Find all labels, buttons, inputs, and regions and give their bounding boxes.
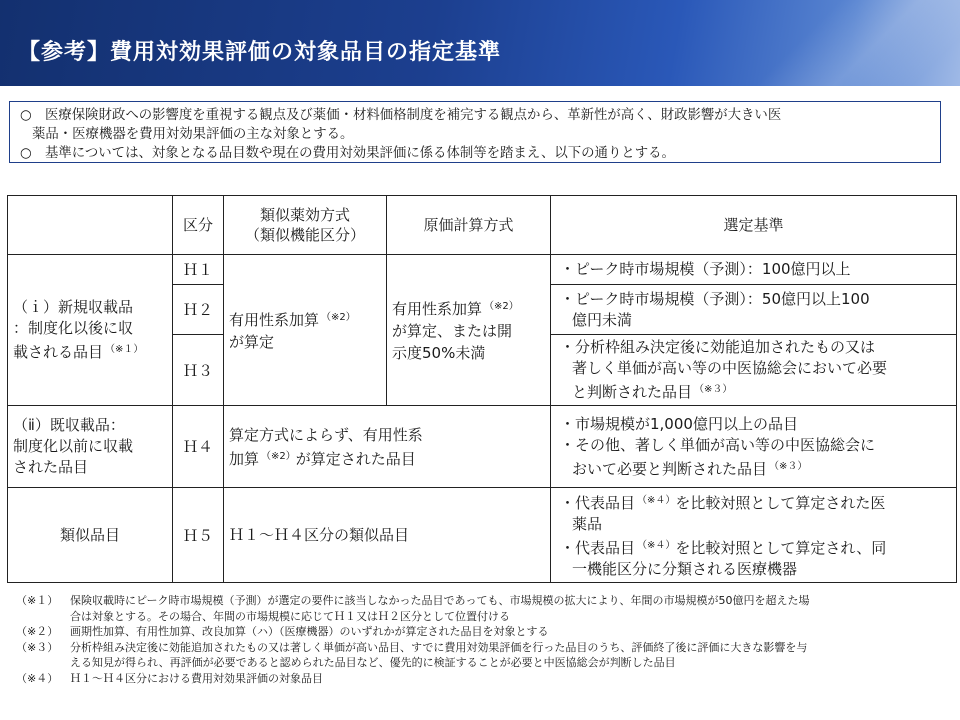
note-ref: （※４） <box>637 540 676 551</box>
footnote-marker: （※２） <box>16 625 59 638</box>
method-h5: Ｈ１～Ｈ４区分の類似品目 <box>224 488 551 583</box>
criteria-line: ・分析枠組み決定後に効能追加されたもの又は <box>560 338 876 356</box>
note-ref: （※2） <box>261 450 296 462</box>
title-band <box>0 0 960 86</box>
header-sentei: 選定基準 <box>551 196 957 255</box>
kubun-h4: Ｈ４ <box>173 406 224 488</box>
genka-line: 示度50%未満 <box>392 344 486 362</box>
header-genka: 原価計算方式 <box>387 196 551 255</box>
criteria-line <box>560 379 950 403</box>
category-line: された品目 <box>13 458 89 476</box>
ruiji-text: 有用性系加算 <box>229 311 320 329</box>
header-ruiji-line2: （類似機能区分） <box>244 226 365 244</box>
category-similar: 類似品目 <box>8 488 173 583</box>
footnote-text: 分析枠組み決定後に効能追加されたもの又は著しく単価が高い品目、すでに費用対効果評価を行った品目のうち、評価終了後に評価に大きな影響を与 <box>70 640 808 654</box>
criteria-line: ・市場規模が1,000億円以上の品目 <box>560 414 798 433</box>
criteria-h3 <box>551 335 957 406</box>
kubun-h2: Ｈ２ <box>173 285 224 335</box>
ruiji-method-cell <box>224 255 387 406</box>
method-text: が算定された品目 <box>295 449 416 468</box>
method-h4 <box>224 406 551 488</box>
footnote-1 <box>16 593 951 609</box>
header-kubun: 区分 <box>173 196 224 255</box>
intro-box <box>9 101 941 163</box>
footnote-text: 画期性加算、有用性加算、改良加算（ハ）（医療機器）のいずれかが算定された品目を対象とする <box>70 625 549 638</box>
genka-line: が算定、または開 <box>392 322 513 340</box>
note-ref: （※３） <box>769 460 808 472</box>
criteria-text: を比較対照として算定された医 <box>675 494 886 512</box>
note-ref: （※１） <box>105 344 144 355</box>
category-line: ：制度化以後に収 <box>13 319 134 337</box>
category-text: 載される品目 <box>13 343 104 361</box>
category-line: （ｉ）新規収載品 <box>13 298 134 316</box>
criteria-line: ・ピーク時市場規模（予測）：50億円以上100 <box>560 289 870 308</box>
note-ref: （※４） <box>637 495 676 506</box>
ruiji-line <box>229 307 386 331</box>
criteria-line <box>560 535 950 559</box>
intro-line-2 <box>20 144 932 163</box>
criteria-line <box>560 456 950 480</box>
criteria-table <box>7 195 957 583</box>
page-title: 【参考】費用対効果評価の対象品目の指定基準 <box>18 40 502 65</box>
table-row <box>8 255 957 285</box>
criteria-h1: ・ピーク時市場規模（予測）：100億円以上 <box>551 255 957 285</box>
method-line: 算定方式によらず、有用性系 <box>229 425 423 444</box>
category-line: 制度化以前に収載 <box>13 437 134 455</box>
footnote-text: Ｈ１～Ｈ４区分における費用対効果評価の対象品目 <box>70 671 323 685</box>
genka-text: 有用性系加算 <box>392 300 483 318</box>
note-ref: （※2） <box>321 312 356 323</box>
ruiji-line: が算定 <box>229 333 275 351</box>
circle-marker: ○ <box>20 146 32 161</box>
footnote-marker: （※４） <box>16 671 59 685</box>
criteria-line: 薬品 <box>572 515 603 533</box>
footnote-marker: （※１） <box>16 594 59 607</box>
category-line <box>13 339 172 363</box>
table-row <box>8 488 957 583</box>
header-ruiji <box>224 196 387 255</box>
footnotes <box>16 593 951 686</box>
category-line: （ⅱ）既収載品： <box>13 416 125 434</box>
criteria-text: と判断された品目 <box>572 383 693 401</box>
footnote-2 <box>16 624 951 640</box>
header-category <box>8 196 173 255</box>
header-ruiji-line1: 類似薬効方式 <box>259 206 350 224</box>
note-ref: （※2） <box>484 301 519 312</box>
intro-line-1 <box>20 106 932 125</box>
criteria-text: を比較対照として算定され、同 <box>675 539 887 557</box>
criteria-line: ・その他、著しく単価が高い等の中医協総会に <box>560 435 876 454</box>
criteria-h4 <box>551 406 957 488</box>
circle-marker: ○ <box>20 108 32 123</box>
footnote-text: 保険収載時にピーク時市場規模（予測）が選定の要件に該当しなかった品目であっても、市場規模の拡大により、年間の市場規模が50億円を超えた場 <box>70 594 810 607</box>
intro-text: 基準については、対象となる品目数や現在の費用対効果評価に係る体制等を踏まえ、以下の通りとする。 <box>45 146 675 161</box>
intro-text: 医療保険財政への影響度を重視する観点及び薬価・材料価格制度を補完する観点から、革新性が高く、財政影響が大きい医 <box>45 108 782 123</box>
method-text: 加算 <box>229 449 260 468</box>
method-line <box>229 446 550 470</box>
criteria-line: 億円未満 <box>572 310 633 329</box>
genka-method-cell <box>387 255 551 406</box>
criteria-h2 <box>551 285 957 335</box>
criteria-line: 著しく単価が高い等の中医協総会において必要 <box>572 359 888 377</box>
criteria-text: ・代表品目 <box>560 494 636 512</box>
kubun-h3: Ｈ３ <box>173 335 224 406</box>
kubun-h1: Ｈ１ <box>173 255 224 285</box>
criteria-line: 一機能区分に分類される医療機器 <box>572 560 798 578</box>
footnote-continuation: 合は対象とする。その場合、年間の市場規模に応じてＨ１又はＨ２区分として位置付ける <box>70 609 510 623</box>
category-existing <box>8 406 173 488</box>
criteria-text: ・代表品目 <box>560 539 636 557</box>
header-row <box>8 196 957 255</box>
criteria-text: おいて必要と判断された品目 <box>572 459 768 478</box>
intro-continuation: 薬品・医療機器を費用対効果評価の主な対象とする。 <box>32 127 354 142</box>
genka-line <box>392 296 550 320</box>
table-row <box>8 406 957 488</box>
kubun-h5: Ｈ５ <box>173 488 224 583</box>
category-new-listing <box>8 255 173 406</box>
footnote-3 <box>16 640 951 656</box>
footnote-4 <box>16 671 951 687</box>
criteria-line <box>560 490 950 514</box>
footnote-marker: （※３） <box>16 640 59 654</box>
criteria-h5 <box>551 488 957 583</box>
footnote-continuation: える知見が得られ、再評価が必要であると認められた品目など、優先的に検証することが必要と中医協総会が判断した品目 <box>70 656 676 669</box>
note-ref: （※３） <box>694 384 733 395</box>
